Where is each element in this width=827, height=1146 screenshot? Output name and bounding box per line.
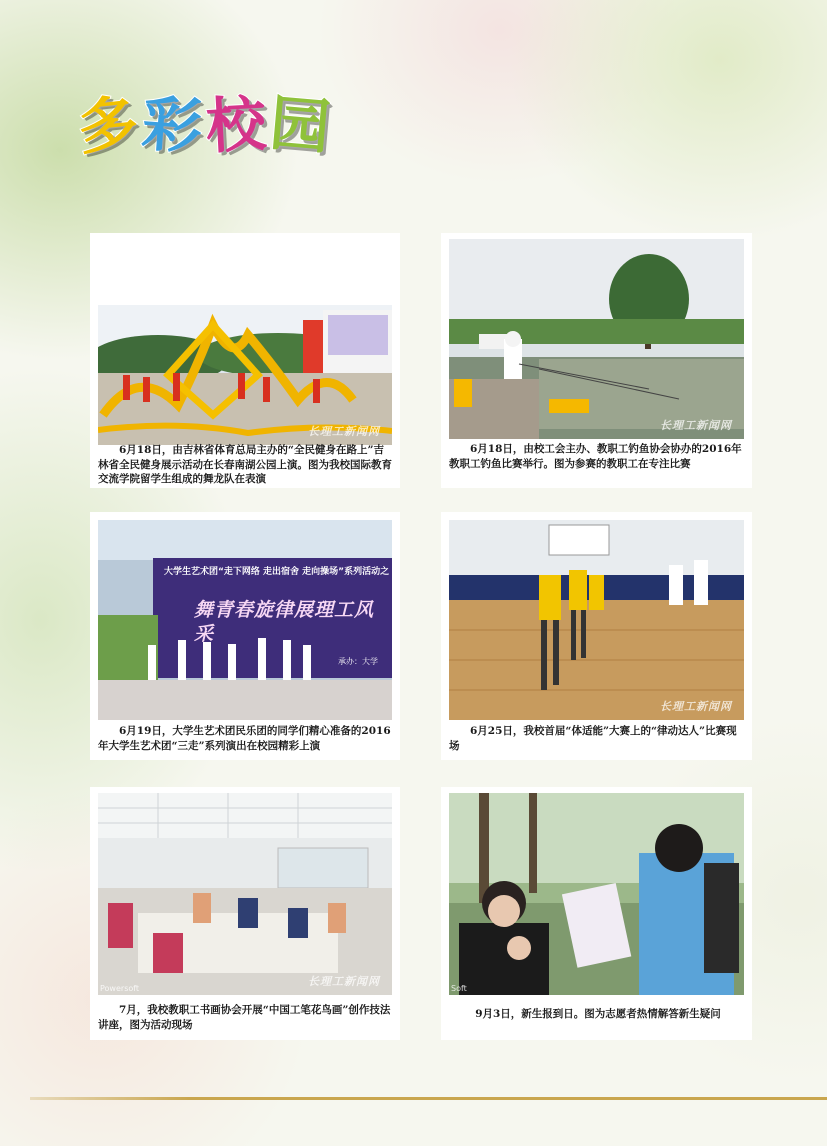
photo-corner-text: Powersoft bbox=[100, 984, 140, 993]
page-title bbox=[74, 88, 333, 164]
photo-card-dragon-dance bbox=[90, 233, 400, 488]
photo-watermark: 长理工新闻网 bbox=[308, 425, 380, 438]
photo-card-registration bbox=[441, 787, 752, 1040]
photo-card-stage bbox=[90, 512, 400, 760]
photo-watermark: 长理工新闻网 bbox=[660, 700, 732, 713]
photo-card-painting bbox=[90, 787, 400, 1040]
title-char-2: 彩 bbox=[139, 88, 205, 164]
photo-stage-performance[interactable] bbox=[98, 520, 392, 720]
footer-divider bbox=[30, 1097, 827, 1100]
photo-caption-dragon-dance: 6月18日，由吉林省体育总局主办的“全民健身在路上”吉林省全民健身展示活动在长春南湖公园上演。图为我校国际教育交流学院留学生组成的舞龙队在表演 bbox=[98, 444, 392, 485]
banner-sub: 承办：大学 bbox=[338, 657, 378, 666]
title-char-1: 多 bbox=[74, 88, 142, 164]
banner-slogan: 舞青春旋律展理工风采 bbox=[194, 599, 375, 645]
photo-caption-painting: 7月，我校教职工书画协会开展“中国工笔花鸟画”创作技法讲座，图为活动现场 bbox=[98, 1004, 391, 1031]
banner-title: 大学生艺术团“走下网络 走出宿舍 走向操场”系列活动之 bbox=[164, 567, 390, 577]
photo-caption-stage: 6月19日，大学生艺术团民乐团的同学们精心准备的2016年大学生艺术团“三走”系列演出在校园精彩上演 bbox=[98, 725, 391, 752]
title-char-3: 校 bbox=[204, 89, 268, 163]
photo-card-fishing bbox=[441, 233, 752, 488]
photo-card-gym bbox=[441, 512, 752, 760]
photo-dragon-dance[interactable] bbox=[98, 305, 392, 445]
photo-fishing[interactable] bbox=[449, 239, 744, 439]
photo-caption-fishing: 6月18日，由校工会主办、教职工钓鱼协会协办的2016年教职工钓鱼比赛举行。图为参赛的教职工在专注比赛 bbox=[449, 443, 742, 470]
photo-watermark: 长理工新闻网 bbox=[660, 419, 732, 432]
title-char-4: 园 bbox=[267, 88, 333, 164]
photo-painting-class[interactable] bbox=[98, 793, 392, 995]
photo-freshman-registration[interactable] bbox=[449, 793, 744, 995]
photo-corner-text: Soft bbox=[451, 984, 467, 993]
photo-watermark: 长理工新闻网 bbox=[308, 975, 380, 988]
photo-caption-gym: 6月25日，我校首届“体适能”大赛上的“律动达人”比赛现场 bbox=[449, 725, 737, 752]
photo-caption-registration: 9月3日，新生报到日。图为志愿者热情解答新生疑问 bbox=[475, 1008, 721, 1020]
photo-gym-contest[interactable] bbox=[449, 520, 744, 720]
